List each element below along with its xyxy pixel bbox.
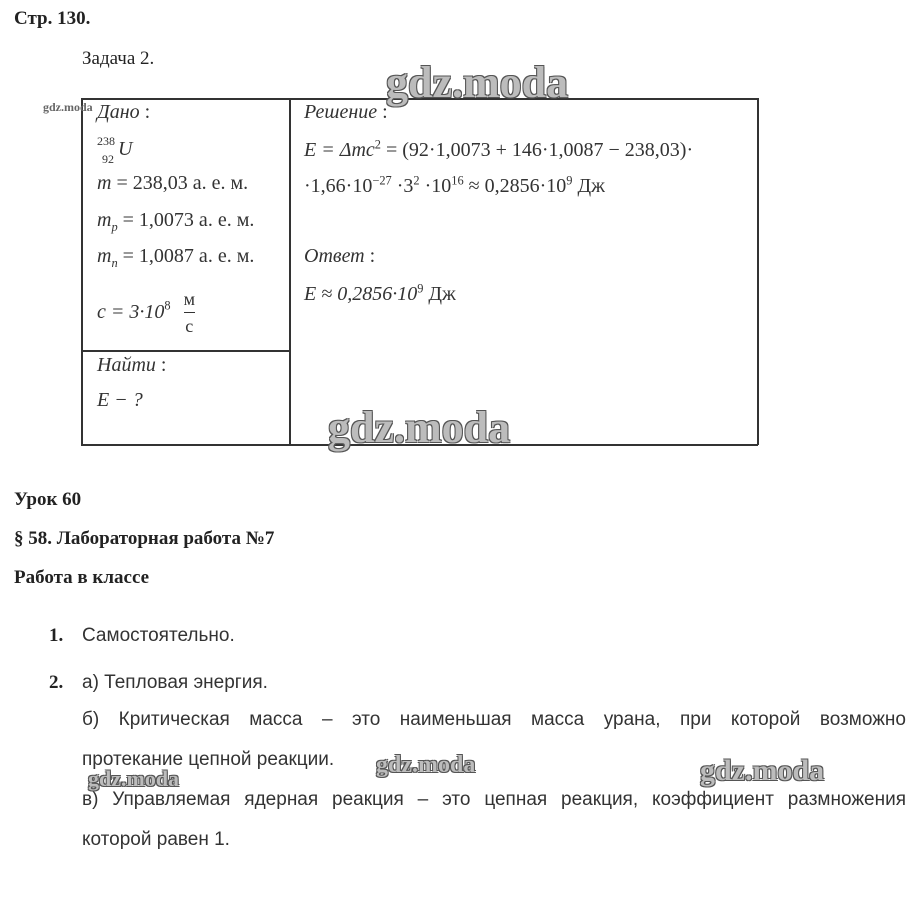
table-left-border	[81, 98, 83, 445]
given-heading: Дано :	[97, 101, 151, 123]
solution-formula-line-1: E = Δmc$^2$ = (92·1,0073 + 146·1,0087 − 238,03)·	[304, 137, 694, 161]
find-heading: Найти :	[97, 354, 167, 376]
lesson-heading: Урок 60	[14, 489, 82, 510]
watermark-small-top: gdz.moda	[43, 100, 93, 114]
paragraph-c-line-2: которой равен 1.	[82, 829, 230, 850]
table-right-border	[757, 98, 759, 445]
item-number-2: 2.	[49, 672, 64, 693]
answer-heading: Ответ :	[304, 245, 376, 267]
item-number-1: 1.	[49, 625, 64, 646]
section-heading: § 58. Лабораторная работа №7	[14, 528, 275, 549]
item-text-1: Самостоятельно.	[82, 625, 235, 646]
solution-heading: Решение :	[304, 101, 388, 123]
paragraph-c-line-1: в) Управляемая ядерная реакция – это цепная реакция, коэффициент размножения	[82, 789, 906, 810]
watermark-bottom-center: gdz.moda	[376, 752, 476, 778]
page-reference: Стр. 130.	[14, 8, 91, 29]
watermark-bottom-right: gdz.moda	[700, 754, 825, 787]
answer-value: $E \approx 0,2856\cdot 10^9$ Дж	[304, 281, 456, 305]
watermark-bottom-left: gdz.moda	[88, 766, 180, 791]
task-title: Задача 2.	[82, 48, 155, 69]
watermark-top: gdz.moda	[386, 58, 569, 107]
given-neutron-mass: $m_n = 1,0087$ а. е. м.	[97, 245, 255, 270]
solution-formula-line-2: $\cdot 1,66\cdot 10^{-27} \cdot 3^2 \cdot 10^{16} \approx 0,2856\cdot 10^9$ Дж	[304, 173, 605, 197]
classwork-heading: Работа в классе	[14, 567, 150, 588]
table-column-divider	[289, 98, 291, 445]
find-value: E − ?	[97, 389, 143, 411]
item-text-2: а) Тепловая энергия.	[82, 672, 268, 693]
watermark-middle: gdz.moda	[328, 403, 511, 452]
given-proton-mass: $m_p = 1,0073$ а. е. м.	[97, 209, 255, 234]
paragraph-b-line-1: б) Критическая масса – это наименьшая масса урана, при которой возможно	[82, 709, 906, 730]
isotope-notation: 238 92 U	[97, 134, 133, 166]
table-row-divider	[81, 350, 290, 352]
paragraph-b-line-2: протекание цепной реакции.	[82, 749, 335, 770]
given-speed-of-light: $c = 3\cdot 10^8$ $\frac{м}{с}$	[97, 286, 195, 339]
given-mass: m = 238,03 а. е. м.	[97, 172, 249, 194]
speed-unit-fraction: $\frac{м}{с}$	[184, 286, 195, 339]
